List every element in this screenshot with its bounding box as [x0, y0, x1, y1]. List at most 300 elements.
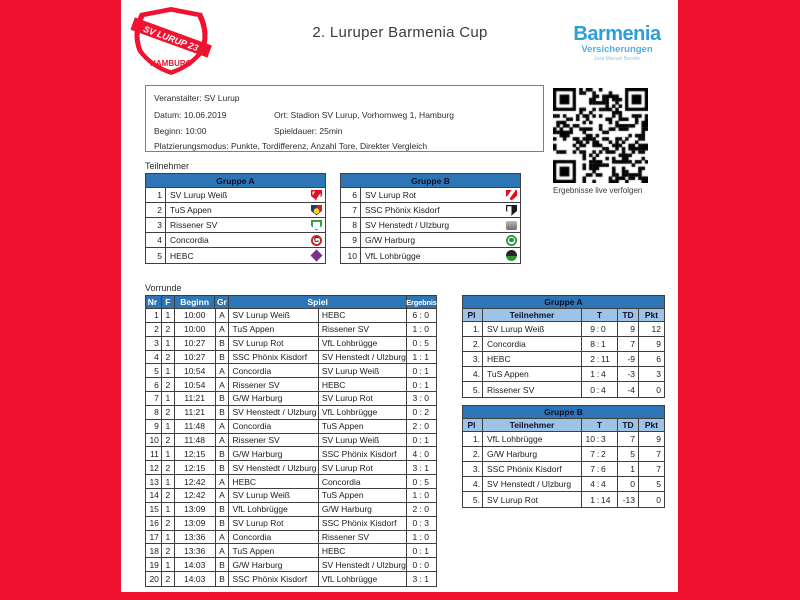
match-row	[146, 420, 436, 434]
match-away-team: SV Lurup Rot	[319, 461, 407, 474]
vorrunde-header-row	[146, 296, 436, 309]
match-score-away: 0	[424, 324, 429, 335]
match-row	[146, 544, 436, 558]
match-number: 16	[146, 517, 162, 530]
match-score-home: 0	[412, 476, 418, 487]
standings-b-header-row	[463, 419, 664, 432]
standings-row	[463, 367, 664, 382]
match-field: 2	[162, 544, 175, 557]
match-result	[407, 378, 436, 391]
standings-team: SV Lurup Rot	[483, 492, 582, 507]
team-name: Rissener SV	[170, 220, 218, 230]
goals-for: 4	[590, 479, 595, 489]
score-separator: :	[596, 464, 600, 474]
standings-row	[463, 447, 664, 462]
standings-table-group-a	[462, 295, 665, 398]
match-home-team: SV Lurup Weiß	[229, 309, 318, 322]
match-number: 8	[146, 406, 162, 419]
match-score-away: 0	[424, 393, 429, 404]
match-start-time: 13:36	[175, 544, 216, 557]
vorrunde-section-label: Vorrunde	[145, 283, 182, 293]
match-away-team: SSC Phönix Kisdorf	[319, 517, 407, 530]
standings-team: SV Henstedt / Ulzburg	[483, 477, 582, 491]
match-score-home: 4	[412, 448, 418, 459]
match-result	[407, 309, 436, 322]
match-field: 1	[162, 503, 175, 516]
match-score-away: 5	[424, 476, 429, 487]
match-field: 1	[162, 447, 175, 460]
standings-points: 3	[656, 369, 661, 379]
score-separator: :	[419, 573, 422, 584]
match-group: B	[216, 337, 230, 350]
standings-table-group-b	[462, 405, 665, 508]
goals-against: 14	[601, 494, 611, 505]
match-group: B	[216, 392, 230, 405]
team-name: SV Henstedt / Ulzburg	[365, 220, 450, 230]
team-number: 6	[341, 188, 361, 202]
match-field: 2	[162, 517, 175, 530]
match-row	[146, 517, 436, 531]
standings-place: 3.	[463, 462, 483, 476]
team-crest-icon	[311, 235, 322, 246]
group-b-title: Gruppe B	[341, 174, 520, 188]
team-crest-icon	[506, 205, 517, 216]
match-score-away: 0	[424, 559, 429, 570]
goals-against: 1	[601, 339, 606, 349]
team-name-cell	[166, 248, 325, 263]
match-score-away: 1	[424, 462, 429, 473]
match-field: 1	[162, 475, 175, 488]
match-result	[407, 461, 436, 474]
match-row	[146, 447, 436, 461]
match-field: 1	[162, 337, 175, 350]
standings-a-rows	[463, 322, 664, 397]
standings-points: 0	[656, 384, 661, 395]
goals-against: 2	[601, 449, 606, 459]
match-home-team: TuS Appen	[229, 323, 318, 336]
standings-goal-diff: 7	[618, 432, 639, 446]
match-result	[407, 434, 436, 447]
team-number: 3	[146, 218, 166, 232]
match-score-away: 1	[424, 435, 429, 446]
match-score-home: 0	[412, 338, 418, 349]
team-number: 7	[341, 203, 361, 217]
match-home-team: SV Lurup Weiß	[229, 489, 318, 502]
info-platzierungsmodus: Platzierungsmodus: Punkte, Tordifferenz, Anzahl Tore, Direkter Vergleich	[154, 141, 428, 151]
standings-team: TuS Appen	[483, 367, 582, 381]
match-field: 2	[162, 378, 175, 391]
match-score-away: 0	[424, 531, 429, 542]
goals-for: 9	[590, 324, 595, 334]
match-number: 4	[146, 351, 162, 364]
standings-place: 3.	[463, 352, 483, 366]
match-field: 2	[162, 489, 175, 502]
goals-for: 7	[590, 464, 595, 474]
match-row	[146, 337, 436, 351]
standings-b-rows	[463, 432, 664, 507]
standings-goal-diff: 0	[618, 477, 639, 491]
match-result	[407, 558, 436, 571]
match-start-time: 10:54	[175, 364, 216, 377]
match-number: 10	[146, 434, 162, 447]
goals-against: 4	[601, 384, 606, 395]
col-header-pkt: Pkt	[644, 310, 659, 320]
match-group: B	[216, 503, 230, 516]
match-group: A	[216, 323, 230, 336]
col-header-spiel: Spiel	[229, 296, 407, 308]
standings-goals	[582, 382, 618, 397]
col-header-td: TD	[618, 309, 639, 321]
standings-team: SSC Phönix Kisdorf	[483, 462, 582, 476]
goals-for: 2	[590, 354, 595, 364]
match-home-team: SV Henstedt / Ulzburg	[229, 406, 318, 419]
match-start-time: 13:09	[175, 503, 216, 516]
sponsor-agent: Jose Manuel Barreto	[593, 55, 641, 62]
match-score-away: 1	[424, 545, 429, 556]
match-away-team: Rissener SV	[319, 323, 407, 336]
match-field: 2	[162, 461, 175, 474]
score-separator: :	[419, 310, 422, 321]
match-result	[407, 517, 436, 530]
match-field: 2	[162, 434, 175, 447]
standings-place: 4.	[463, 367, 483, 381]
match-row	[146, 406, 436, 420]
match-result	[407, 420, 436, 433]
match-field: 1	[162, 309, 175, 322]
participants-table-group-b	[340, 173, 521, 264]
team-number: 10	[341, 248, 361, 263]
match-away-team: VfL Lohbrügge	[319, 406, 407, 419]
match-start-time: 10:00	[175, 309, 216, 322]
match-start-time: 12:15	[175, 447, 216, 460]
standings-goals	[582, 367, 618, 381]
teilnehmer-section-label: Teilnehmer	[145, 161, 190, 171]
match-result	[407, 337, 436, 350]
standings-team: Concordia	[483, 337, 582, 351]
score-separator: :	[596, 479, 600, 489]
match-start-time: 10:00	[175, 323, 216, 336]
standings-place: 5.	[463, 382, 483, 397]
match-field: 1	[162, 420, 175, 433]
goals-against: 4	[601, 369, 606, 379]
match-group: A	[216, 420, 230, 433]
match-home-team: HEBC	[229, 475, 318, 488]
match-row	[146, 364, 436, 378]
match-score-home: 0	[412, 379, 418, 390]
standings-points: 9	[656, 339, 661, 349]
group-b-team-list	[341, 188, 520, 263]
match-number: 11	[146, 447, 162, 460]
team-row	[341, 188, 520, 203]
match-away-team: VfL Lohbrügge	[319, 572, 407, 586]
match-away-team: SSC Phönix Kisdorf	[319, 447, 407, 460]
match-start-time: 12:42	[175, 489, 216, 502]
standings-goals	[582, 492, 618, 507]
standings-points: 9	[656, 434, 661, 444]
match-away-team: SV Lurup Weiß	[319, 434, 407, 447]
vorrunde-match-list	[146, 309, 436, 586]
standings-row	[463, 432, 664, 447]
team-name: VfL Lohbrügge	[365, 250, 421, 261]
match-score-away: 0	[424, 310, 429, 321]
team-row	[146, 218, 325, 233]
goals-against: 0	[601, 324, 606, 334]
standings-row	[463, 337, 664, 352]
qr-code	[553, 88, 653, 195]
match-result	[407, 503, 436, 516]
standings-place: 1.	[463, 432, 483, 446]
match-start-time: 13:36	[175, 531, 216, 544]
goals-against: 11	[601, 354, 610, 364]
match-score-home: 2	[412, 504, 418, 515]
qr-code-icon	[553, 88, 648, 183]
group-a-title: Gruppe A	[146, 174, 325, 188]
match-result	[407, 406, 436, 419]
standings-team: SV Lurup Weiß	[483, 322, 582, 336]
match-number: 7	[146, 392, 162, 405]
match-score-away: 1	[424, 351, 429, 362]
match-start-time: 11:21	[175, 392, 216, 405]
match-number: 14	[146, 489, 162, 502]
match-row	[146, 323, 436, 337]
team-crest-icon	[311, 220, 322, 231]
score-separator: :	[419, 531, 422, 542]
match-group: B	[216, 351, 230, 364]
match-row	[146, 461, 436, 475]
match-row	[146, 475, 436, 489]
sponsor-logo	[563, 24, 671, 62]
match-away-team: TuS Appen	[319, 489, 407, 502]
score-separator: :	[419, 476, 422, 487]
col-header-t: T	[582, 419, 618, 431]
standings-row	[463, 462, 664, 477]
col-header-beginn: Beginn	[175, 296, 216, 308]
match-score-home: 6	[412, 310, 418, 321]
team-name-cell	[166, 203, 325, 217]
standings-points: 7	[656, 464, 661, 474]
goals-for: 10	[585, 434, 595, 444]
team-name-cell	[361, 203, 520, 217]
team-number: 5	[146, 248, 166, 263]
match-score-home: 0	[412, 435, 418, 446]
match-group: A	[216, 489, 230, 502]
group-a-team-list	[146, 188, 325, 263]
match-score-away: 2	[424, 407, 429, 418]
score-separator: :	[419, 365, 422, 376]
match-result	[407, 489, 436, 502]
match-field: 1	[162, 392, 175, 405]
match-score-home: 1	[412, 490, 418, 501]
match-home-team: Rissener SV	[229, 378, 318, 391]
team-name: SV Lurup Rot	[365, 190, 417, 200]
match-group: A	[216, 309, 230, 322]
match-home-team: TuS Appen	[229, 544, 318, 557]
goals-for: 1	[590, 494, 595, 505]
team-name-cell	[361, 248, 520, 263]
score-separator: :	[419, 559, 422, 570]
match-group: A	[216, 364, 230, 377]
standings-a-header-row	[463, 309, 664, 322]
match-field: 2	[162, 351, 175, 364]
standings-goal-diff: 5	[618, 447, 639, 461]
standings-goal-diff: -9	[618, 352, 639, 366]
match-field: 1	[162, 531, 175, 544]
standings-place: 2.	[463, 447, 483, 461]
team-row	[146, 188, 325, 203]
standings-place: 2.	[463, 337, 483, 351]
col-header-ergebnis: Ergebnis	[406, 297, 437, 307]
match-score-home: 0	[412, 559, 418, 570]
match-start-time: 10:27	[175, 337, 216, 350]
match-score-away: 0	[424, 421, 429, 432]
club-badge-city-text: HAMBURG	[150, 59, 192, 68]
match-score-away: 3	[424, 518, 429, 529]
match-row	[146, 572, 436, 586]
match-away-team: HEBC	[319, 378, 407, 391]
match-number: 15	[146, 503, 162, 516]
standings-goal-diff: 1	[618, 462, 639, 476]
match-result	[407, 475, 436, 488]
participants-table-group-a	[145, 173, 326, 264]
match-start-time: 11:48	[175, 420, 216, 433]
info-beginn: Beginn: 10:00	[154, 126, 207, 136]
score-separator: :	[596, 339, 600, 349]
match-away-team: SV Lurup Rot	[319, 392, 407, 405]
match-number: 5	[146, 364, 162, 377]
team-row	[341, 233, 520, 248]
standings-goals	[582, 322, 618, 336]
match-score-home: 1	[412, 351, 418, 362]
match-result	[407, 572, 436, 586]
match-row	[146, 558, 436, 572]
match-score-away: 1	[424, 379, 429, 390]
match-away-team: HEBC	[319, 309, 407, 322]
match-row	[146, 503, 436, 517]
team-number: 2	[146, 203, 166, 217]
match-score-home: 0	[412, 365, 418, 376]
standings-goals	[582, 432, 618, 446]
team-row	[146, 233, 325, 248]
match-start-time: 11:21	[175, 406, 216, 419]
team-number: 8	[341, 218, 361, 232]
team-number: 4	[146, 233, 166, 247]
sponsor-subtitle: Versicherungen	[581, 44, 653, 55]
standings-b-title: Gruppe B	[463, 406, 664, 419]
score-separator: :	[419, 545, 422, 556]
match-group: B	[216, 572, 230, 586]
standings-points: 5	[656, 479, 661, 489]
match-away-team: VfL Lohbrügge	[319, 337, 407, 350]
match-result	[407, 392, 436, 405]
team-row	[341, 203, 520, 218]
team-name: SSC Phönix Kisdorf	[365, 205, 440, 215]
score-separator: :	[419, 490, 422, 501]
match-score-away: 0	[424, 490, 429, 501]
match-home-team: G/W Harburg	[229, 392, 318, 405]
match-home-team: Concordia	[229, 531, 318, 544]
team-number: 9	[341, 233, 361, 247]
match-home-team: G/W Harburg	[229, 558, 318, 571]
match-home-team: Rissener SV	[229, 434, 318, 447]
match-away-team: SV Henstedt / Ulzburg	[319, 558, 407, 571]
col-header-t: T	[582, 309, 618, 321]
standings-row	[463, 492, 664, 507]
standings-team: Rissener SV	[483, 382, 582, 397]
score-separator: :	[419, 504, 422, 515]
team-row	[146, 203, 325, 218]
col-header-pl: Pl	[463, 309, 483, 321]
standings-row	[463, 382, 664, 397]
match-number: 12	[146, 461, 162, 474]
match-number: 9	[146, 420, 162, 433]
match-row	[146, 378, 436, 392]
team-crest-icon	[311, 205, 322, 216]
match-score-home: 3	[412, 462, 418, 473]
club-crest-icon	[126, 5, 216, 77]
standings-goals	[582, 447, 618, 461]
match-number: 2	[146, 323, 162, 336]
team-name-cell	[361, 218, 520, 232]
standings-team: HEBC	[483, 352, 582, 366]
bottom-red-bar	[0, 592, 800, 600]
qr-caption: Ergebnisse live verfolgen	[553, 186, 643, 195]
standings-goal-diff: 7	[618, 337, 639, 351]
match-score-home: 0	[412, 545, 418, 556]
team-crest-icon	[506, 221, 517, 230]
match-score-away: 0	[424, 504, 429, 515]
standings-row	[463, 352, 664, 367]
match-field: 2	[162, 323, 175, 336]
standings-row	[463, 322, 664, 337]
match-start-time: 12:42	[175, 475, 216, 488]
match-row	[146, 434, 436, 448]
info-ort: Ort: Stadion SV Lurup, Vorhornweg 1, Hamburg	[274, 110, 455, 120]
match-start-time: 13:09	[175, 517, 216, 530]
match-number: 1	[146, 309, 162, 322]
team-row	[341, 218, 520, 233]
score-separator: :	[596, 324, 600, 334]
team-name-cell	[166, 218, 325, 232]
match-score-home: 3	[412, 573, 418, 584]
match-away-team: SV Henstedt / Ulzburg	[319, 351, 407, 364]
col-header-pl: Pl	[463, 419, 483, 431]
match-number: 19	[146, 558, 162, 571]
match-field: 2	[162, 406, 175, 419]
standings-points: 12	[651, 324, 661, 334]
goals-for: 0	[590, 384, 595, 395]
left-red-bar	[0, 0, 121, 600]
team-crest-icon	[311, 190, 322, 201]
score-separator: :	[419, 407, 422, 418]
team-name: SV Lurup Weiß	[170, 190, 228, 200]
match-group: B	[216, 517, 230, 530]
match-start-time: 11:48	[175, 434, 216, 447]
info-datum: Datum: 10.06.2019	[154, 110, 227, 120]
match-away-team: Rissener SV	[319, 531, 407, 544]
team-name: Concordia	[170, 235, 209, 245]
goals-for: 7	[590, 449, 595, 459]
match-score-home: 2	[412, 421, 418, 432]
team-crest-icon	[310, 249, 322, 261]
page-title: 2. Luruper Barmenia Cup	[312, 24, 488, 41]
match-result	[407, 364, 436, 377]
standings-goals	[582, 477, 618, 491]
match-group: A	[216, 434, 230, 447]
match-group: A	[216, 475, 230, 488]
match-start-time: 10:54	[175, 378, 216, 391]
standings-goal-diff: -13	[618, 492, 639, 507]
right-red-bar	[678, 0, 800, 600]
